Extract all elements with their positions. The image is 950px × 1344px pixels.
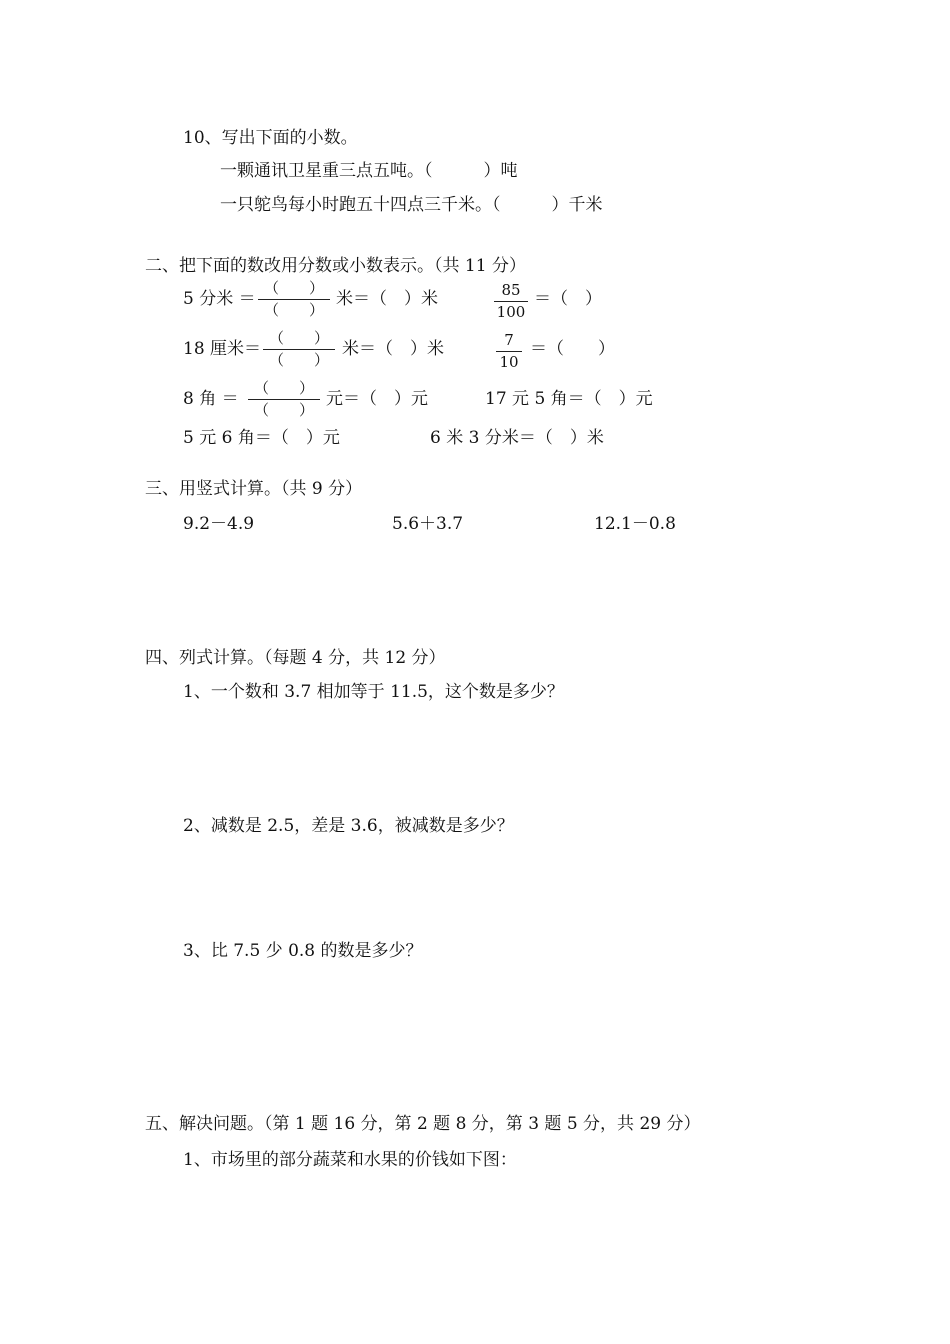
s5-question-1: 1、市场里的部分蔬菜和水果的价钱如下图： (183, 1150, 517, 1170)
fraction-denominator: 10 (499, 353, 519, 371)
s2-r1a-pre: 5 分米 ＝ (183, 289, 256, 309)
fraction-numerator: （ ） (268, 329, 329, 347)
section3-title: 三、用竖式计算。（共 9 分） (145, 479, 363, 499)
s3-expression-2: 5.6＋3.7 (392, 514, 464, 534)
s2-r3a-post: 元＝（ ）元 (326, 389, 428, 409)
s2-r3a-pre: 8 角 ＝ (183, 389, 239, 409)
fraction-numerator: （ ） (263, 279, 324, 297)
section4-title: 四、列式计算。（每题 4 分，共 12 分） (145, 648, 446, 668)
s4-question-1: 1、一个数和 3.7 相加等于 11.5，这个数是多少？ (183, 682, 564, 702)
fraction-numerator: 85 (501, 281, 521, 299)
s2-r1a-fraction (258, 281, 330, 318)
s2-r3a-fraction (248, 381, 320, 418)
q10-line1: 一颗通讯卫星重三点五吨。（ ）吨 (220, 161, 518, 181)
fraction-numerator: （ ） (253, 379, 314, 397)
s3-expression-1: 9.2－4.9 (183, 514, 255, 534)
fraction-bar (248, 399, 320, 400)
s2-r1a-post: 米＝（ ）米 (336, 289, 438, 309)
s2-r2a-fraction (263, 331, 335, 368)
fraction-bar (258, 299, 330, 300)
fraction-denominator: 100 (496, 303, 526, 321)
s2-r3b: 17 元 5 角＝（ ）元 (485, 389, 653, 409)
s2-r1b-post: ＝（ ） (534, 289, 602, 309)
q10-line2: 一只鸵鸟每小时跑五十四点三千米。（ ）千米 (220, 195, 603, 215)
fraction-bar (494, 301, 528, 302)
fraction-bar (496, 351, 522, 352)
fraction-denominator: （ ） (268, 351, 329, 369)
s2-r2a-post: 米＝（ ）米 (342, 339, 444, 359)
q10-title: 10、写出下面的小数。 (183, 128, 358, 148)
s2-r4a: 5 元 6 角＝（ ）元 (183, 428, 340, 448)
s2-r2b-post: ＝（ ） (530, 339, 615, 359)
fraction-denominator: （ ） (263, 301, 324, 319)
s4-question-3: 3、比 7.5 少 0.8 的数是多少？ (183, 941, 423, 961)
s2-r2b-fraction (496, 333, 522, 370)
s3-expression-3: 12.1－0.8 (594, 514, 676, 534)
section5-title: 五、解决问题。（第 1 题 16 分，第 2 题 8 分，第 3 题 5 分，共 29 分） (145, 1114, 701, 1134)
fraction-denominator: （ ） (253, 401, 314, 419)
s2-r2a-pre: 18 厘米＝ (183, 339, 262, 359)
s2-r1b-fraction (494, 283, 528, 320)
s4-question-2: 2、减数是 2.5，差是 3.6，被减数是多少？ (183, 816, 514, 836)
fraction-bar (263, 349, 335, 350)
s2-r4b: 6 米 3 分米＝（ ）米 (430, 428, 604, 448)
section2-title: 二、把下面的数改用分数或小数表示。（共 11 分） (145, 256, 526, 276)
fraction-numerator: 7 (504, 331, 514, 349)
